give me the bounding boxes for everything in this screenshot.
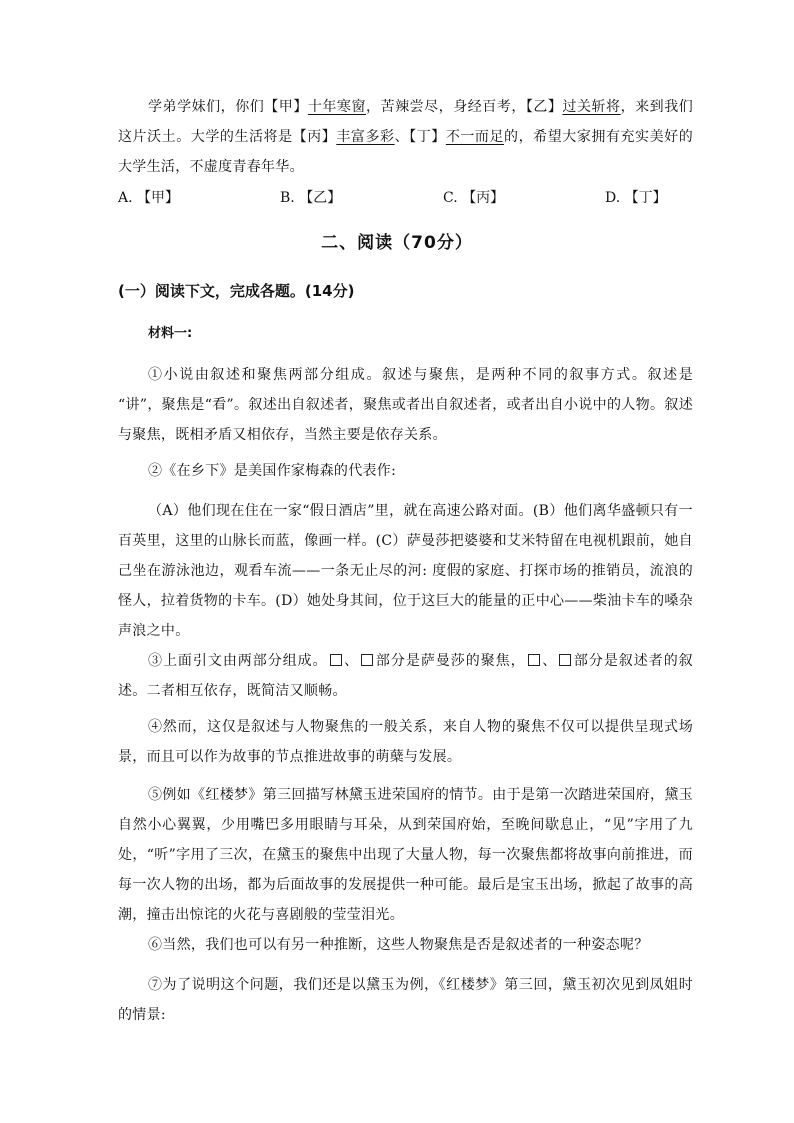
intro-text: 学弟学妹们，你们【甲】: [148, 99, 308, 115]
paragraph-5: ④然而，这仅是叙述与人物聚焦的一般关系，来自人物的聚焦不仅可以提供呈现式场景，而且可以作为故事的节点推进故事的萌蘖与发展。: [118, 719, 693, 765]
material-label: 材料一:: [148, 326, 193, 341]
option-text: 【丁】: [624, 190, 667, 206]
intro-text: 、【丁】: [394, 129, 446, 145]
underlined-phrase-yi: 过关斩将: [562, 99, 621, 115]
blank-box: [559, 654, 571, 666]
paragraph-text: 部分是叙述者的叙述。二者相互依存，既简洁又顺畅。: [118, 653, 693, 699]
option-letter: A.: [118, 190, 133, 206]
intro-paragraph: [118, 92, 693, 182]
option-d[interactable]: [605, 187, 667, 207]
paragraph-7: ⑥当然，我们也可以有另一种推断，这些人物聚焦是否是叙述者的一种姿态呢？: [148, 937, 649, 953]
paragraph-text: ③上面引文由两部分组成。: [148, 653, 328, 669]
answer-options: [118, 187, 693, 215]
paragraph-6: ⑤例如《红楼梦》第三回描写林黛玉进荣国府的情节。由于是第一次踏进荣国府，黛玉自然小心翼翼，少用嘴巴多用眼睛与耳朵，从到荣国府始，至晚间歇息止，“见”字用了九处，“听”字用了三次，在黛玉的聚焦中出现了大量人物，每一次聚焦都将故事向前推进，而每一次人物的出场，都为后面故事的发展提供一种可能。最后是宝玉出场，掀起了故事的高潮，撞击出惊诧的火花与喜剧般的莹莹泪光。: [118, 787, 693, 923]
paragraph-text: 部分是萨曼莎的聚焦，: [375, 653, 526, 669]
paragraph-4: [118, 646, 693, 706]
paragraph-text: 、: [541, 653, 558, 669]
option-c[interactable]: [443, 187, 504, 207]
option-a[interactable]: [118, 187, 179, 207]
paragraph-2: ②《在乡下》是美国作家梅森的代表作:: [148, 463, 397, 479]
section-title: 二、阅读（70分）: [321, 233, 473, 253]
intro-text: 的，希望大家拥有充实美好的大学生活，不虚度青春年华。: [118, 129, 694, 175]
option-letter: D.: [605, 190, 621, 206]
blank-box: [361, 654, 373, 666]
paragraph-8: ⑦为了说明这个问题，我们还是以黛玉为例，《红楼梦》第三回，黛玉初次见到凤姐时的情景:: [118, 977, 693, 1023]
blank-box: [528, 654, 540, 666]
blank-box: [330, 654, 342, 666]
paragraph-1: ①小说由叙述和聚焦两部分组成。叙述与聚焦，是两种不同的叙事方式。叙述是 “讲”，聚焦是“看”。叙述出自叙述者，聚焦或者出自叙述者，或者出自小说中的人物。叙述与聚焦，既相矛盾又相依存，当然主要是依存关系。: [118, 367, 693, 443]
option-letter: B.: [280, 190, 295, 206]
paragraph-text: 、: [343, 653, 360, 669]
option-text: 【甲】: [137, 190, 180, 206]
underlined-phrase-bing: 丰富多彩: [336, 129, 395, 145]
paragraph-3-quote: （A）他们现在住在一家“假日酒店”里，就在高速公路对面。(B）他们离华盛顿只有一百英里，这里的山脉长而蓝，像画一样。(C）萨曼莎把婆婆和艾米特留在电视机跟前，她自己坐在游泳池边，观看车流——一条无止尽的河: 度假的家庭、打探市场的推销员，流浪的怪人，拉着货物的卡车。(D）她处身其间，位于这巨大的能量的正中心——柴油卡车的嗓杂声浪之中。: [118, 503, 693, 639]
sub-title: (一）阅读下文，完成各题。(14分): [118, 282, 355, 300]
option-text: 【丙】: [462, 190, 505, 206]
option-letter: C.: [443, 190, 458, 206]
intro-text: ，来到我们这片沃土。大学的生活将是【丙】: [118, 99, 694, 145]
underlined-phrase-ding: 不一而足: [445, 129, 505, 145]
intro-text: ，苦辣尝尽，身经百考，【乙】: [366, 99, 563, 115]
option-b[interactable]: [280, 187, 341, 207]
option-text: 【乙】: [299, 190, 342, 206]
underlined-phrase-jia: 十年寒窗: [307, 99, 366, 115]
